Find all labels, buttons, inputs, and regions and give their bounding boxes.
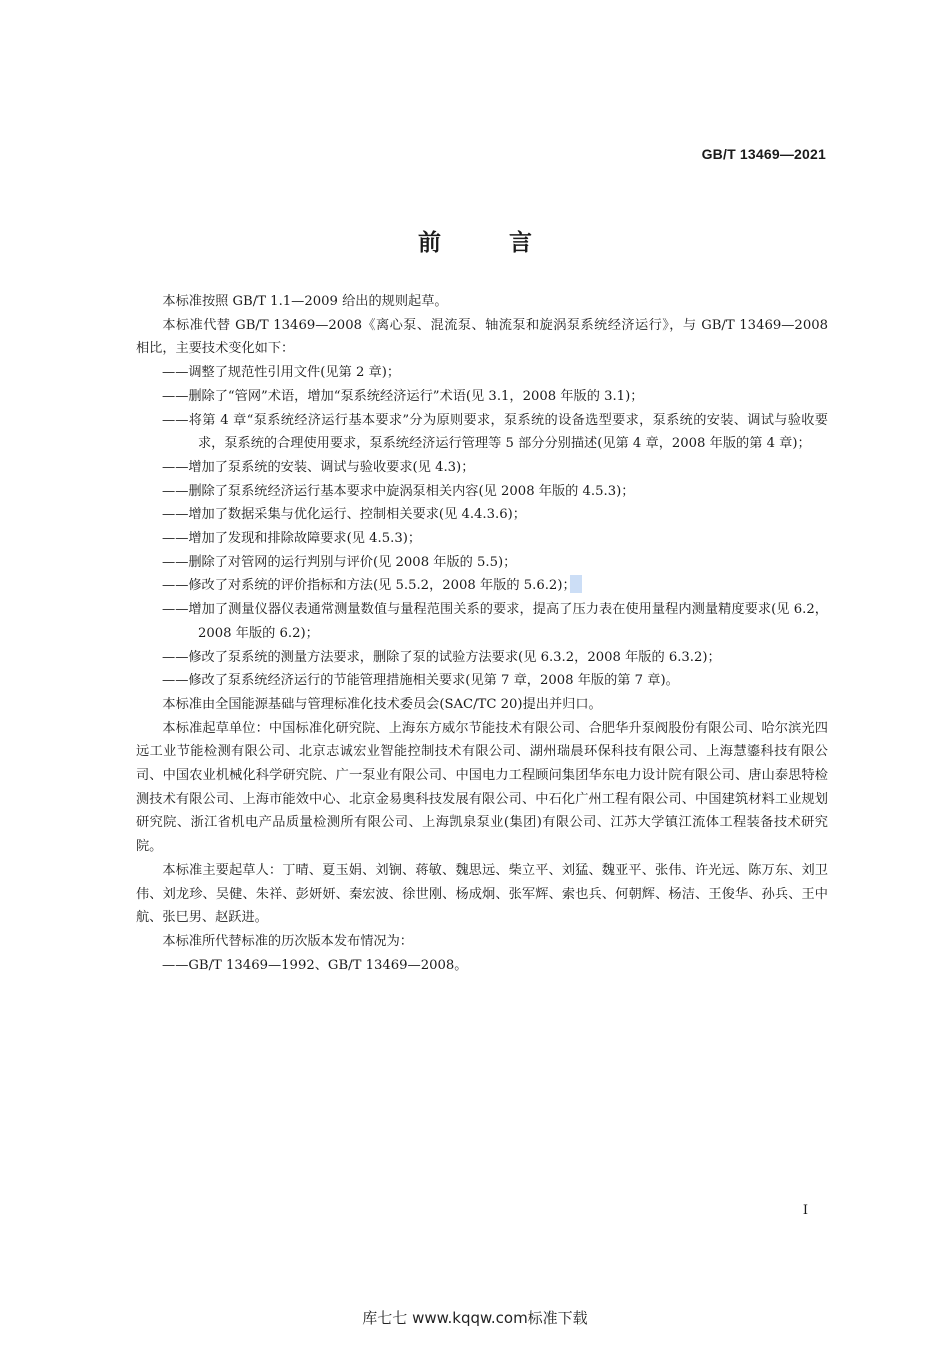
list-item: ——修改了泵系统经济运行的节能管理措施相关要求(见第 7 章，2008 年版的第 7 章)。 — [162, 673, 679, 689]
paragraph-drafters: 本标准主要起草人：丁晴、夏玉娟、刘锎、蒋敏、魏思远、柴立平、刘猛、魏亚平、张伟、许光远、陈万东、刘卫伟、刘龙珍、吴健、朱祥、彭妍妍、秦宏波、徐世刚、杨成炯、张军辉、索也兵、何朝辉、杨洁、王俊华、孙兵、王中航、张巳男、赵跃进。 — [136, 862, 828, 926]
paragraph-history-intro: 本标准所代替标准的历次版本发布情况为： — [162, 933, 413, 949]
page-number: I — [802, 1203, 808, 1218]
standard-code: GB/T 13469—2021 — [701, 146, 826, 162]
change-list — [136, 361, 828, 693]
paragraph-replacement: 本标准代替 GB/T 13469—2008《离心泵、混流泵、轴流泵和旋涡泵系统经济运行》，与 GB/T 13469—2008 相比，主要技术变化如下： — [136, 317, 828, 357]
page-title: 前 言 — [417, 230, 562, 256]
paragraph-drafting-units: 本标准起草单位：中国标准化研究院、上海东方威尔节能技术有限公司、合肥华升泵阀股份有限公司、哈尔滨光四远工业节能检测有限公司、北京志诚宏业智能控制技术有限公司、湖州瑞晨环保科技有限公司、上海慧鎏科技有限公司、中国农业机械化科学研究院、广一泵业有限公司、中国电力工程顾问集团华东电力设计院有限公司、唐山泰思特检测技术有限公司、上海市能效中心、北京金易奥科技发展有限公司、中石化广州工程有限公司、中国建筑材料工业规划研究院、浙江省机电产品质量检测所有限公司、上海凯泉泵业(集团)有限公司、江苏大学镇江流体工程装备技术研究院。 — [136, 720, 828, 855]
list-item: ——增加了发现和排除故障要求(见 4.5.3)； — [162, 531, 422, 547]
list-item: ——删除了泵系统经济运行基本要求中旋涡泵相关内容(见 2008 年版的 4.5.3)； — [162, 483, 635, 499]
list-item: ——将第 4 章“泵系统经济运行基本要求”分为原则要求，泵系统的设备选型要求，泵系统的安装、调试与验收要求，泵系统的合理使用要求，泵系统经济运行管理等 5 部分分别描述(见第 4 章，2008 年版的第 4 章)； — [162, 412, 828, 452]
text-selection-highlight — [570, 575, 582, 593]
list-item: ——删除了对管网的运行判别与评价(见 2008 年版的 5.5)； — [162, 554, 517, 570]
list-item: ——调整了规范性引用文件(见第 2 章)； — [162, 365, 401, 381]
list-item: ——增加了泵系统的安装、调试与验收要求(见 4.3)； — [162, 459, 475, 475]
history-list-item: ——GB/T 13469—1992、GB/T 13469—2008。 — [162, 957, 468, 973]
paragraph-proposer: 本标准由全国能源基础与管理标准化技术委员会(SAC/TC 20)提出并归口。 — [162, 696, 602, 712]
list-item — [136, 574, 828, 598]
list-item: ——修改了泵系统的测量方法要求，删除了泵的试验方法要求(见 6.3.2，2008 年版的 6.3.2)； — [162, 649, 721, 665]
list-item-text: ——修改了对系统的评价指标和方法(见 5.5.2，2008 年版的 5.6.2)； — [162, 578, 576, 594]
download-watermark: 库七七 www.kqqw.com标准下载 — [362, 1309, 588, 1327]
list-item: ——删除了“管网”术语，增加“泵系统经济运行”术语(见 3.1，2008 年版的 3.1)； — [162, 388, 644, 404]
foreword-body — [136, 290, 828, 977]
paragraph-drafting-rules: 本标准按照 GB/T 1.1—2009 给出的规则起草。 — [162, 294, 448, 309]
list-item: ——增加了数据采集与优化运行、控制相关要求(见 4.4.3.6)； — [162, 507, 526, 523]
list-item: ——增加了测量仪器仪表通常测量数值与量程范围关系的要求，提高了压力表在使用量程内测量精度要求(见 6.2，2008 年版的 6.2)； — [162, 602, 828, 641]
